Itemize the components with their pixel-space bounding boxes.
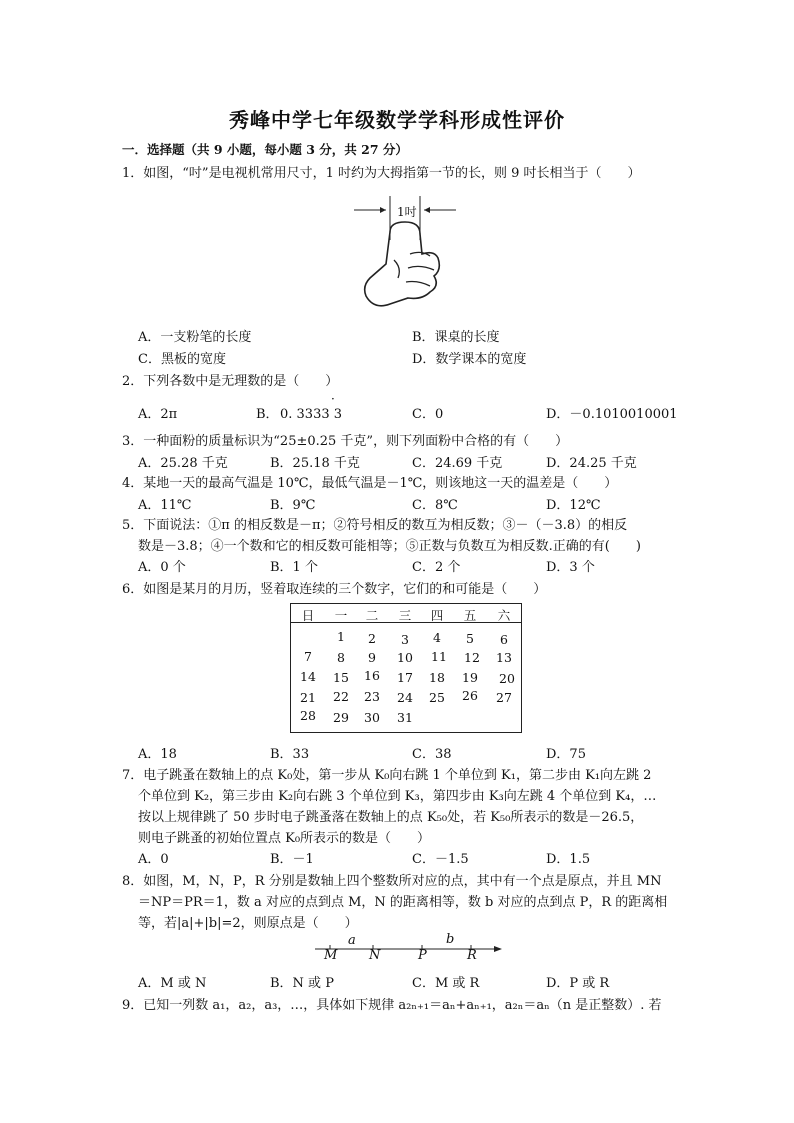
day: 4 bbox=[433, 630, 441, 645]
day: 9 bbox=[368, 650, 376, 665]
q8-option-b: B．N 或 P bbox=[270, 976, 334, 991]
number-line bbox=[310, 930, 510, 966]
day: 22 bbox=[333, 689, 349, 704]
q2-stem: 2．下列各数中是无理数的是（ ） bbox=[122, 374, 339, 389]
page-title: 秀峰中学七年级数学学科形成性评价 bbox=[229, 108, 565, 132]
point-p: P bbox=[418, 948, 427, 963]
weekday: 二 bbox=[365, 608, 379, 623]
day: 26 bbox=[462, 688, 478, 703]
q6-option-a: A．18 bbox=[138, 747, 177, 762]
day: 12 bbox=[464, 650, 480, 665]
day: 31 bbox=[397, 710, 413, 725]
day: 21 bbox=[300, 690, 316, 705]
q7-option-b: B．－1 bbox=[270, 852, 314, 867]
q6-option-b: B．33 bbox=[270, 747, 310, 762]
weekday: 六 bbox=[497, 608, 511, 623]
q1-option-a: A．一支粉笔的长度 bbox=[138, 330, 252, 345]
day: 20 bbox=[499, 671, 515, 686]
point-b: b bbox=[446, 932, 455, 947]
q5-option-c: C．2 个 bbox=[412, 560, 461, 575]
inch-label: 1吋 bbox=[397, 205, 417, 219]
day: 23 bbox=[364, 689, 380, 704]
q8-stem-2: ＝NP＝PR＝1，数 a 对应的点到点 M，N 的距离相等，数 b 对应的点到点 P，R 的距离相 bbox=[138, 895, 668, 910]
q5-option-a: A．0 个 bbox=[138, 560, 186, 575]
day: 10 bbox=[397, 650, 413, 665]
q6-stem: 6．如图是某月的月历，竖着取连续的三个数字，它们的和可能是（ ） bbox=[122, 582, 547, 597]
q7-option-c: C．－1.5 bbox=[412, 852, 469, 867]
section-heading: 一．选择题（共 9 小题，每小题 3 分，共 27 分） bbox=[122, 142, 408, 157]
q3-option-c: C．24.69 千克 bbox=[412, 456, 503, 471]
day: 7 bbox=[304, 649, 312, 664]
day: 17 bbox=[397, 670, 413, 685]
q8-stem-1: 8．如图，M，N，P，R 分别是数轴上四个整数所对应的点，其中有一个点是原点，并且 MN bbox=[122, 874, 662, 889]
day: 6 bbox=[500, 632, 508, 647]
point-n: N bbox=[369, 948, 381, 963]
day: 11 bbox=[431, 649, 447, 664]
q4-option-c: C．8℃ bbox=[412, 498, 458, 513]
q6-option-c: C．38 bbox=[412, 747, 452, 762]
day: 5 bbox=[466, 631, 474, 646]
repeat-dot: · bbox=[331, 392, 335, 406]
day: 19 bbox=[462, 670, 478, 685]
point-a: a bbox=[348, 933, 356, 948]
day: 15 bbox=[333, 670, 349, 685]
q3-option-d: D．24.25 千克 bbox=[546, 456, 637, 471]
q7-option-a: A．0 bbox=[138, 852, 169, 867]
q8-option-d: D．P 或 R bbox=[546, 976, 610, 991]
q5-option-b: B．1 个 bbox=[270, 560, 318, 575]
q4-option-b: B．9℃ bbox=[270, 498, 316, 513]
q8-stem-3: 等，若|a|+|b|=2，则原点是（ ） bbox=[138, 916, 358, 931]
q4-stem: 4．某地一天的最高气温是 10℃，最低气温是－1℃，则该地这一天的温差是（ ） bbox=[122, 476, 618, 491]
q3-stem: 3．一种面粉的质量标识为“25±0.25 千克”，则下列面粉中合格的有（ ） bbox=[122, 434, 569, 449]
q7-stem-1: 7．电子跳蚤在数轴上的点 K₀处，第一步从 K₀向右跳 1 个单位到 K₁，第二步由 K₁向左跳 2 bbox=[122, 768, 652, 783]
q2-option-c: C．0 bbox=[412, 407, 444, 422]
calendar bbox=[290, 603, 522, 733]
day: 2 bbox=[368, 631, 376, 646]
day: 24 bbox=[397, 690, 413, 705]
weekday: 日 bbox=[301, 608, 315, 623]
day: 3 bbox=[401, 632, 409, 647]
weekday: 一 bbox=[334, 608, 348, 623]
day: 1 bbox=[337, 629, 345, 644]
q7-stem-3: 按以上规律跳了 50 步时电子跳蚤落在数轴上的点 K₅₀处，若 K₅₀所表示的数是－26.5， bbox=[138, 810, 644, 825]
day: 14 bbox=[300, 669, 316, 684]
q8-option-a: A．M 或 N bbox=[138, 976, 207, 991]
q5-stem-2: 数是－3.8；④一个数和它的相反数可能相等；⑤正数与负数互为相反数.正确的有( ) bbox=[138, 539, 641, 554]
day: 27 bbox=[496, 690, 512, 705]
q2-option-b: B． bbox=[256, 407, 279, 422]
q5-option-d: D．3 个 bbox=[546, 560, 595, 575]
q4-option-a: A．11℃ bbox=[138, 498, 192, 513]
q2-option-a: A．2π bbox=[138, 407, 178, 422]
day: 8 bbox=[337, 650, 345, 665]
q1-stem: 1．如图，“吋”是电视机常用尺寸，1 吋约为大拇指第一节的长，则 9 吋长相当于（ ） bbox=[122, 166, 641, 181]
q6-option-d: D．75 bbox=[546, 747, 586, 762]
q2-option-d: D．－0.1010010001 bbox=[546, 407, 678, 422]
q2-option-b-number: 0. 3333 3 bbox=[280, 407, 343, 422]
q7-stem-2: 个单位到 K₂，第三步由 K₂向右跳 3 个单位到 K₃，第四步由 K₃向左跳 4 个单位到 K₄，… bbox=[138, 789, 657, 804]
day: 13 bbox=[496, 650, 512, 665]
q3-option-a: A．25.28 千克 bbox=[138, 456, 228, 471]
q4-option-d: D．12℃ bbox=[546, 498, 601, 513]
point-m: M bbox=[324, 948, 338, 963]
q5-stem-1: 5．下面说法：①π 的相反数是－π；②符号相反的数互为相反数；③－（－3.8）的相反 bbox=[122, 518, 628, 533]
day: 25 bbox=[429, 690, 445, 705]
q1-option-b: B．课桌的长度 bbox=[412, 330, 500, 345]
weekday: 四 bbox=[430, 608, 444, 623]
q9-stem: 9．已知一列数 a₁，a₂，a₃，…，具体如下规律 a₂ₙ₊₁＝aₙ+aₙ₊₁，a₂ₙ＝aₙ（n 是正整数）. 若 bbox=[122, 998, 662, 1013]
day: 18 bbox=[429, 670, 445, 685]
day: 16 bbox=[364, 668, 380, 683]
weekday: 三 bbox=[398, 608, 412, 623]
q1-option-d: D．数学课本的宽度 bbox=[412, 352, 527, 367]
point-r: R bbox=[467, 948, 477, 963]
day: 29 bbox=[333, 710, 349, 725]
day: 30 bbox=[364, 710, 380, 725]
q7-option-d: D．1.5 bbox=[546, 852, 591, 867]
q8-option-c: C．M 或 R bbox=[412, 976, 480, 991]
day: 28 bbox=[300, 708, 316, 723]
weekday: 五 bbox=[463, 608, 477, 623]
q7-stem-4: 则电子跳蚤的初始位置点 K₀所表示的数是（ ） bbox=[138, 831, 431, 846]
q1-option-c: C．黑板的宽度 bbox=[138, 352, 226, 367]
q3-option-b: B．25.18 千克 bbox=[270, 456, 360, 471]
